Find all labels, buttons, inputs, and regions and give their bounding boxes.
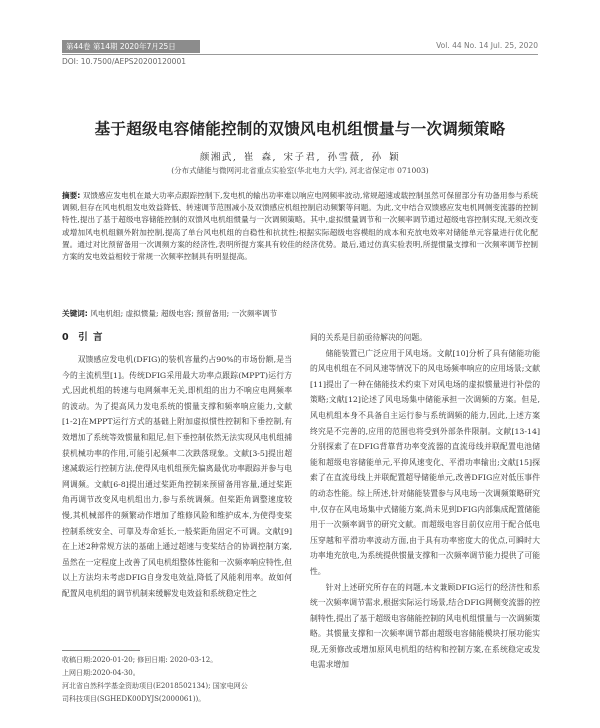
footnote-line	[62, 680, 298, 693]
footnote-text: 司科技项目(SGHEDK00DYJS(2000061))。	[62, 695, 206, 703]
affiliation: (分布式储能与微网河北省重点实验室(华北电力大学), 河北省保定市 071003)	[171, 166, 429, 175]
author-list: 颜湘武, 崔 森, 宋子君, 孙雪薇, 孙 颖	[199, 152, 401, 163]
footnote-label: 上网日期:	[62, 669, 93, 677]
header-rule	[62, 54, 538, 55]
section-number: 0	[62, 332, 70, 343]
keywords	[62, 308, 538, 319]
footnote-text: 2020-04-30。	[92, 669, 140, 677]
footnote-rule	[62, 650, 140, 651]
abstract-text: 双馈感应发电机在最大功率点跟踪控制下,发电机的输出功率难以响应电网频率波动,常规超速或载控制虽然可保留部分有功备用参与系统调频,但存在风电机组发电效益降低、转速调节范围减小及双馈感应机组控制启动频繁等问题。为此,文中结合双馈感应发电机网侧变流器的控制特性,提出了基于超级电容储能控制的双馈风电机组惯量与一次调频策略。其中,虚拟惯量调节和一次频率调节通过超级电容控制实现,无须改变或增加风电机组额外附加控制,提高了单台风电机组的自稳性和抗扰性;根据实际超级电容模组的成本和充放电效率对储能单元容量进行优化配置。通过对比预留备用一次调频方案的经济性,表明所提方案具有较佳的经济优势。最后,通过仿真实验表明,所提惯量支撑和一次频率调节控制方案的发电效益相较于常规一次频率控制具有明显提高。	[62, 191, 538, 262]
left-column	[62, 330, 292, 602]
paper-title: 基于超级电容储能控制的双馈风电机组惯量与一次调频策略	[94, 120, 506, 138]
volume-info: Vol. 44 No. 14 Jul. 25, 2020	[436, 41, 538, 50]
doi[interactable]: DOI: 10.7500/AEPS20200120001	[62, 57, 186, 66]
right-column	[310, 330, 540, 673]
footnote-line	[62, 667, 298, 680]
footnote-label: 收稿日期:	[62, 656, 93, 664]
paragraph: 双馈感应发电机(DFIG)的装机容量约占90%的市场份额,是当今的主流机型[1]。传统DFIG采用最大功率点跟踪(MPPT)运行方式,因此机组的转速与电网频率无关,即机组的出力不响应电网频率的波动。为了提高风力发电系统的惯量支撑和频率响应能力,文献[1-2]在MPPT运行方式的基础上附加虚拟惯性控制和下垂控制,有效增加了系统等效惯量和阻尼,但下垂控制依然无法实现风电机组捕获机械功率的作用,可能引起频率二次跌落现象。文献[3-5]提出超速减载运行控制方法,使得风电机组预先偏离最优功率跟踪并参与电网调频。文献[6-8]提出通过桨距角控制来预留备用容量,通过桨距角再调节改变风电机组出力,参与系统调频。但桨距角调整速度较慢,其机械部件的频繁动作增加了维修风险和维护成本,为使得变桨控制系统安全、可靠及寿命延长,一般桨距角固定不可调。文献[9]在上述2种常规方法的基础上通过超速与变桨结合的协调控制方案,虽然在一定程度上改善了风电机组整体性能和一次频率响应特性,但以上方法均未考虑DFIG自身发电效益,降低了风能利用率。故如何配置风电机组的调节机制来缓解发电效益和系统稳定性之	[62, 355, 292, 598]
footnote-text: 河北省自然科学基金资助项目(E2018502134); 国家电网公	[62, 682, 248, 690]
footnote-line	[62, 654, 298, 667]
journal-tag: 第44卷 第14期 2020年7月25日	[62, 40, 200, 53]
footnotes	[62, 654, 298, 706]
keywords-label: 关键词:	[62, 309, 88, 318]
section-title: 引 言	[78, 332, 104, 343]
abstract-label: 摘要:	[62, 191, 81, 200]
paragraph: 针对上述研究所存在的问题,本文兼顾DFIG运行的经济性和系统一次频率调节需求,根据实际运行场景,结合DFIG网侧变流器的控制特性,提出了基于超级电容储能控制的风电机组惯量与一次调频策略。其惯量支撑和一次频率调节都由超级电容储能模块打展功能实现,无须修改或增加原风电机组的结构和控制方案,在系统稳定或发电需求增加	[310, 582, 540, 670]
abstract	[62, 190, 538, 263]
keywords-text: 风电机组; 虚拟惯量; 超级电容; 预留备用; 一次频率调节	[90, 309, 278, 318]
footnote-text: 2020-01-20; 修回日期: 2020-03-12。	[92, 656, 218, 664]
footnote-line	[62, 693, 298, 706]
paragraph: 间的关系是目前亟待解决的问题。	[310, 333, 427, 342]
section-heading	[62, 330, 292, 346]
paragraph: 储能装置已广泛应用于风电场。文献[10]分析了具有储能功能的风电机组在不同风速等情况下的风电场频率响应的应用场景;文献[11]提出了一种在储能技术约束下对风电场的虚拟惯量进行补偿的策略;文献[12]论述了风电场集中储能承担一次调频的方案。但是,风电机组本身不具备自主运行参与系统调频的能力,因此,上述方案终究是不完善的,应用的范围也将受到外部条件限制。文献[13-14]分别探索了在DFIG背靠背功率变流器的直流母线并联配置电池储能和超级电容储能单元,平抑风速变化、平滑功率输出;文献[15]探索了在直流母线上并联配置超导储能单元,改善DFIG应对低压事件的动态性能。综上所述,针对储能装置参与风电场一次调频策略研究中,仅存在风电场集中式储能方案,尚未见到DFIG内部集成配置储能用于一次频率调节的研究文献。而超级电容目前仅应用于配合低电压穿越和平滑功率波动方面,由于具有功率密度大的优点,可瞬时大功率地充放电,为系统提供惯量支撑和一次频率调节能力提供了可能性。	[310, 348, 540, 576]
